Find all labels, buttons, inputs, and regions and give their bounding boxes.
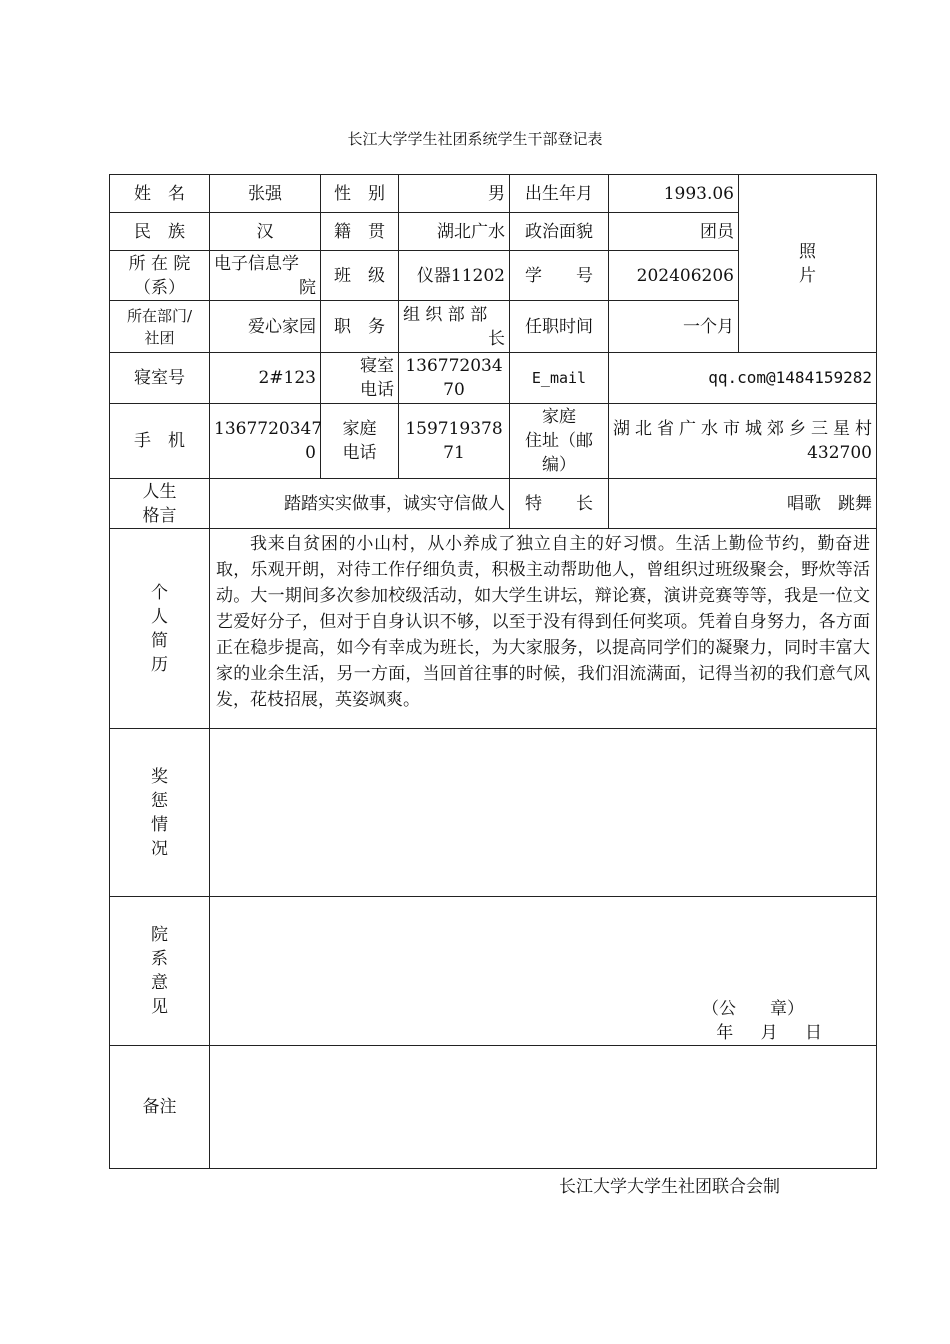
value-home-address-line2: 432700 <box>807 443 872 463</box>
label-college-line1: 所 在 院 <box>128 253 191 274</box>
value-college <box>210 251 321 301</box>
label-awards-char: 奖 <box>151 766 168 787</box>
value-dorm: 2#123 <box>210 353 321 404</box>
label-opinion-char: 系 <box>151 949 168 969</box>
value-dorm-phone <box>399 353 510 404</box>
photo-label-1: 照 <box>799 241 816 262</box>
value-political: 团员 <box>609 213 739 251</box>
label-home-address-line2: 住址（邮 <box>525 431 593 451</box>
value-dept: 爱心家园 <box>210 301 321 353</box>
label-home-phone-line2: 电话 <box>342 443 377 463</box>
value-mobile-line1: 1367720347 <box>214 419 323 439</box>
label-college-line2: （系） <box>134 277 185 298</box>
label-awards <box>110 729 210 897</box>
label-resume-char: 人 <box>151 606 168 627</box>
label-dept <box>110 301 210 353</box>
label-mobile: 手 机 <box>110 404 210 479</box>
label-home-address-line1: 家庭 <box>542 407 576 427</box>
value-birth: 1993.06 <box>609 175 739 213</box>
value-college-line2: 院 <box>299 277 316 298</box>
label-resume-char: 历 <box>151 654 168 675</box>
value-tenure: 一个月 <box>609 301 739 353</box>
label-gender: 性 别 <box>321 175 399 213</box>
label-native-place: 籍 贯 <box>321 213 399 251</box>
label-motto-line2: 格言 <box>142 505 177 526</box>
value-home-phone-line1: 159719378 <box>405 419 503 439</box>
label-opinion <box>110 897 210 1046</box>
value-remarks <box>210 1046 877 1169</box>
footer-issuer: 长江大学大学生社团联合会制 <box>559 1177 780 1197</box>
value-home-address-line1: 湖北省广水市城郊乡三星村 <box>613 419 872 439</box>
label-name: 姓 名 <box>110 175 210 213</box>
label-awards-char: 惩 <box>151 790 168 811</box>
form-row <box>110 529 877 729</box>
label-home-address <box>510 404 609 479</box>
label-dorm-phone-line2: 电话 <box>360 380 394 400</box>
form-row <box>110 404 877 479</box>
label-political: 政治面貌 <box>510 213 609 251</box>
label-remarks: 备注 <box>110 1046 210 1169</box>
value-email <box>609 353 877 404</box>
value-home-address <box>609 404 877 479</box>
label-dorm-phone-line1: 寝室 <box>360 356 394 376</box>
value-position-line2: 长 <box>488 328 505 349</box>
value-opinion <box>210 897 877 1046</box>
value-dorm-phone-line1: 136772034 <box>405 356 503 376</box>
label-student-id: 学 号 <box>510 251 609 301</box>
value-home-phone <box>399 404 510 479</box>
value-motto: 踏踏实实做事，诚实守信做人 <box>210 479 510 529</box>
value-awards <box>210 729 877 897</box>
form-row <box>110 1046 877 1169</box>
value-mobile-line2: 0 <box>305 443 316 463</box>
photo-label-2: 片 <box>799 265 816 286</box>
value-email-text: qq.com@1484159282 <box>708 368 872 387</box>
registration-form <box>109 174 877 1169</box>
label-opinion-char: 见 <box>151 997 168 1017</box>
label-home-address-line3: 编） <box>542 455 576 475</box>
value-student-id: 202406206 <box>609 251 739 301</box>
form-row <box>110 353 877 404</box>
value-position <box>399 301 510 353</box>
label-home-phone-line1: 家庭 <box>342 419 377 439</box>
label-motto <box>110 479 210 529</box>
value-specialty: 唱歌 跳舞 <box>609 479 877 529</box>
value-position-line1: 组 织 部 部 <box>403 304 488 325</box>
label-specialty: 特 长 <box>510 479 609 529</box>
form-row <box>110 479 877 529</box>
form-row <box>110 729 877 897</box>
value-college-line1: 电子信息学 <box>214 253 299 274</box>
label-resume <box>110 529 210 729</box>
label-ethnicity: 民 族 <box>110 213 210 251</box>
label-resume-char: 简 <box>151 630 168 651</box>
label-dept-line1: 所在部门/ <box>126 306 193 325</box>
label-college <box>110 251 210 301</box>
value-ethnicity: 汉 <box>210 213 321 251</box>
form-row <box>110 897 877 1046</box>
value-dorm-phone-line2: 70 <box>443 380 465 400</box>
label-birth: 出生年月 <box>510 175 609 213</box>
value-native-place: 湖北广水 <box>399 213 510 251</box>
opinion-area <box>210 897 876 1045</box>
value-home-phone-line2: 71 <box>443 443 465 463</box>
label-awards-char: 况 <box>151 838 168 859</box>
value-class: 仪器11202 <box>399 251 510 301</box>
label-home-phone <box>321 404 399 479</box>
value-name: 张强 <box>210 175 321 213</box>
value-gender: 男 <box>399 175 510 213</box>
label-dorm-phone <box>321 353 399 404</box>
label-class: 班 级 <box>321 251 399 301</box>
label-tenure: 任职时间 <box>510 301 609 353</box>
label-dept-line2: 社团 <box>144 328 175 347</box>
label-resume-char: 个 <box>151 582 168 603</box>
label-dorm: 寝室号 <box>110 353 210 404</box>
label-email: E_mail <box>510 353 609 404</box>
seal-label: （公 章） <box>702 999 804 1019</box>
label-awards-char: 情 <box>151 814 168 835</box>
form-row <box>110 175 877 213</box>
label-position: 职 务 <box>321 301 399 353</box>
page-title: 长江大学学生社团系统学生干部登记表 <box>347 130 603 148</box>
value-mobile <box>210 404 321 479</box>
value-resume: 我来自贫困的小山村，从小养成了独立自主的好习惯。生活上勤俭节约，勤奋进取，乐观开朗，对待工作仔细负责，积极主动帮助他人，曾组织过班级聚会，野炊等活动。大一期间多次参加校级活动，如大学生讲坛，辩论赛，演讲竞赛等等，我是一位文艺爱好分子，但对于自身认识不够，以至于没有得到任何奖项。凭着自身努力，各方面正在稳步提高，如今有幸成为班长，为大家服务，以提高同学们的凝聚力，同时丰富大家的业余生活，另一方面，当回首往事的时候，我们泪流满面，记得当初的我们意气风发，花枝招展，英姿飒爽。 <box>210 529 877 729</box>
label-opinion-char: 意 <box>151 973 168 993</box>
photo-box <box>739 175 877 353</box>
label-opinion-char: 院 <box>151 925 168 945</box>
date-label: 年 月 日 <box>716 1023 822 1043</box>
label-motto-line1: 人生 <box>142 481 177 502</box>
